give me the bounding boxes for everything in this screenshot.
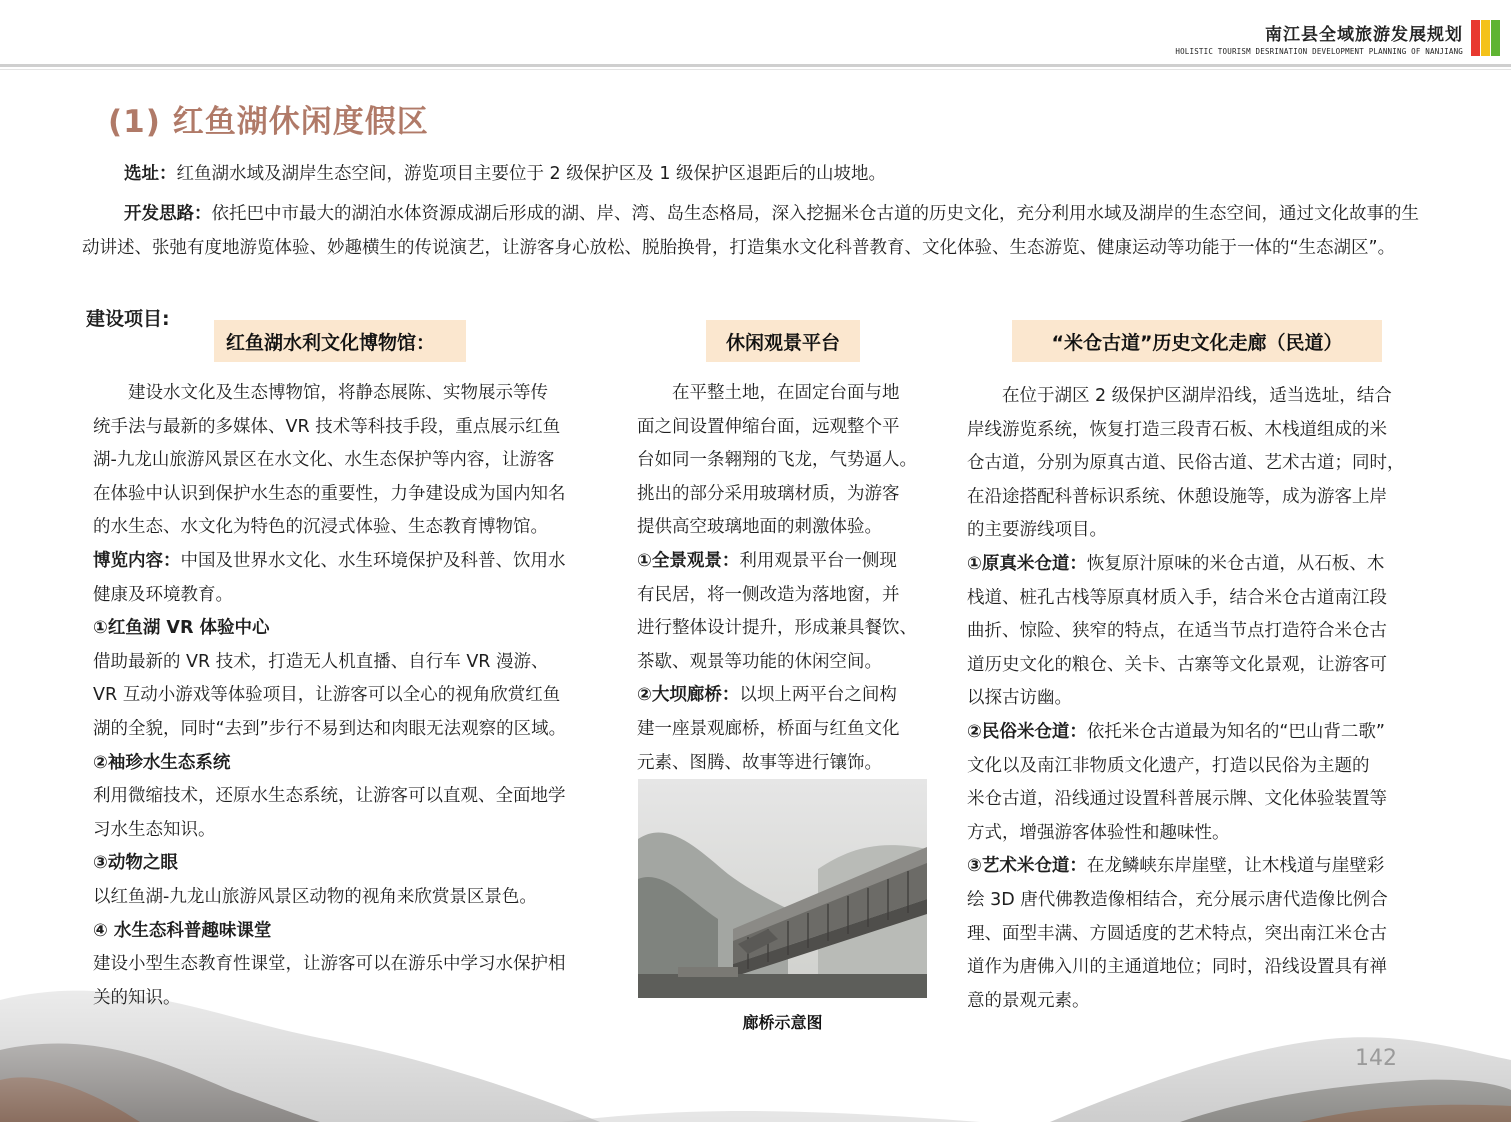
column-line: 理、面型丰满、方圆适度的艺术特点，突出南江米仓古 [967, 923, 1387, 944]
photo-caption: 廊桥示意图 [742, 1013, 823, 1032]
column-line: 在平整土地，在固定台面与地 [637, 383, 900, 403]
column-line: ④ 水生态科普趣味课堂 [93, 920, 272, 941]
column-line: 提供高空玻璃地面的刺激体验。 [637, 517, 882, 538]
column-line: 以探古访幽。 [967, 688, 1072, 709]
column-line: 道历史文化的粮仓、关卡、古寨等文化景观，让游客可 [967, 654, 1387, 675]
platform-column [637, 377, 937, 780]
column-line: 的水生态、水文化为特色的沉浸式体验、生态教育博物馆。 [93, 517, 548, 538]
column-line: VR 互动小游戏等体验项目，让游客可以全心的视角欣赏红鱼 [93, 685, 561, 706]
section-title: (1) 红鱼湖休闲度假区 [108, 104, 429, 140]
column-line: ②袖珍水生态系统 [93, 752, 231, 773]
header-divider-thin [0, 69, 1511, 70]
museum-column [93, 377, 613, 1015]
column-line: 挑出的部分采用玻璃材质，为游客 [637, 483, 900, 504]
project-title-museum: 红鱼湖水利文化博物馆： [214, 320, 466, 362]
site-label: 选址： [124, 164, 177, 184]
color-bars-logo [1471, 20, 1501, 56]
project-title-corridor: “米仓古道”历史文化走廊（民道） [1012, 320, 1382, 362]
idea-label: 开发思路： [124, 204, 212, 224]
site-text: 红鱼湖水域及湖岸生态空间，游览项目主要位于 2 级保护区及 1 级保护区退距后的山坡地。 [176, 164, 887, 184]
column-line-text: 中国及世界水文化、水生环境保护及科普、饮用水 [180, 550, 566, 571]
column-line-text: 在龙鳞峡东岸崖壁，让木栈道与崖壁彩 [1086, 856, 1385, 877]
column-line: 曲折、惊险、狭窄的特点，在适当节点打造符合米仓古 [967, 621, 1387, 642]
column-line: 米仓古道，沿线通过设置科普展示牌、文化体验装置等 [967, 789, 1387, 810]
column-line: 岸线游览系统，恢复打造三段青石板、木栈道组成的米 [967, 419, 1387, 440]
column-line: 元素、图腾、故事等进行镶饰。 [637, 752, 882, 773]
column-line: 健康及环境教育。 [93, 584, 233, 605]
column-line: 的主要游线项目。 [967, 520, 1107, 541]
column-line: 关的知识。 [93, 987, 181, 1008]
column-line: 文化以及南江非物质文化遗产，打造以民俗为主题的 [967, 755, 1370, 776]
column-line-label: ③艺术米仓道： [967, 856, 1087, 877]
idea-paragraph [82, 197, 1430, 265]
column-line: 建设水文化及生态博物馆，将静态展陈、实物展示等传 [93, 383, 548, 403]
column-line: 方式，增强游客体验性和趣味性。 [967, 822, 1230, 843]
column-line-text: 依托米仓古道最为知名的“巴山背二歌” [1086, 721, 1385, 742]
column-line: ①红鱼湖 VR 体验中心 [93, 618, 270, 639]
column-line: 利用微缩技术，还原水生态系统，让游客可以直观、全面地学 [93, 786, 566, 807]
column-line-label: ②大坝廊桥： [637, 685, 740, 706]
site-paragraph [124, 157, 1444, 191]
column-line [967, 548, 1437, 582]
covered-bridge-photo [638, 779, 927, 998]
idea-text: 依托巴中市最大的湖泊水体资源成湖后形成的湖、岸、湾、岛生态格局，深入挖掘米仓古道的历史文化，充分利用水域及湖岸的生态空间，通过文化故事的生动讲述、张弛有度地游览体验、妙趣横生的传说演艺，让游客身心放松、脱胎换骨，打造集水文化科普教育、文化体验、生态游览、健康运动等功能于一体的“生态湖区”。 [82, 204, 1419, 258]
corridor-column [967, 380, 1437, 1018]
column-line: 建一座景观廊桥，桥面与红鱼文化 [637, 718, 900, 739]
column-line: 以红鱼湖-九龙山旅游风景区动物的视角来欣赏景区景色。 [93, 886, 537, 907]
column-line-text: 利用观景平台一侧现 [739, 550, 897, 571]
column-line: 台如同一条翱翔的飞龙，气势逼人。 [637, 450, 917, 471]
column-line: 统手法与最新的多媒体、VR 技术等科技手段，重点展示红鱼 [93, 416, 561, 437]
column-line-text: 以坝上两平台之间构 [739, 685, 897, 706]
column-line-label: ①全景观景： [637, 550, 740, 571]
column-line: 在位于湖区 2 级保护区湖岸沿线，适当选址，结合 [967, 386, 1392, 406]
column-line-label: ①原真米仓道： [967, 553, 1087, 574]
column-line: 建设小型生态教育性课堂，让游客可以在游乐中学习水保护相 [93, 954, 566, 975]
column-line: 借助最新的 VR 技术，打造无人机直播、自行车 VR 漫游、 [93, 651, 549, 672]
column-line: 在体验中认识到保护水生态的重要性，力争建设成为国内知名 [93, 483, 566, 504]
document-title: 南江县全域旅游发展规划 [1265, 25, 1463, 45]
column-line: 习水生态知识。 [93, 819, 216, 840]
column-line [967, 850, 1437, 884]
column-line: 意的景观元素。 [967, 990, 1090, 1011]
column-line [967, 716, 1437, 750]
column-line: 有民居，将一侧改造为落地窗，并 [637, 584, 900, 605]
column-line: 在沿途搭配科普标识系统、休憩设施等，成为游客上岸 [967, 486, 1387, 507]
column-line [637, 545, 937, 579]
column-line: 栈道、桩孔古栈等原真材质入手，结合米仓古道南江段 [967, 587, 1387, 608]
page-number: 142 [1355, 1046, 1397, 1071]
column-line: 湖-九龙山旅游风景区在水文化、水生态保护等内容，让游客 [93, 450, 555, 471]
column-line-label: 博览内容： [93, 550, 181, 571]
column-line-text: 恢复原汁原味的米仓古道，从石板、木 [1086, 553, 1385, 574]
document-subtitle: HOLISTIC TOURISM DESRINATION DEVELOPMENT PLANNING OF NANJIANG [1175, 47, 1463, 56]
column-line: 绘 3D 唐代佛教造像相结合，充分展示唐代造像比例合 [967, 889, 1388, 910]
column-line: 茶歇、观景等功能的休闲空间。 [637, 651, 882, 672]
column-line: 仓古道，分别为原真古道、民俗古道、艺术古道；同时， [967, 453, 1405, 474]
column-line-label: ②民俗米仓道： [967, 721, 1087, 742]
column-line: 湖的全貌，同时“去到”步行不易到达和肉眼无法观察的区域。 [93, 718, 567, 739]
column-line [93, 545, 613, 579]
column-line: 道作为唐佛入川的主通道地位；同时，沿线设置具有禅 [967, 957, 1387, 978]
column-line: 进行整体设计提升，形成兼具餐饮、 [637, 618, 917, 639]
project-title-platform: 休闲观景平台 [706, 320, 860, 362]
column-line [637, 679, 937, 713]
column-line: 面之间设置伸缩台面，远观整个平 [637, 416, 900, 437]
header-divider [0, 64, 1511, 67]
column-line: ③动物之眼 [93, 853, 178, 874]
projects-label: 建设项目: [86, 308, 170, 330]
